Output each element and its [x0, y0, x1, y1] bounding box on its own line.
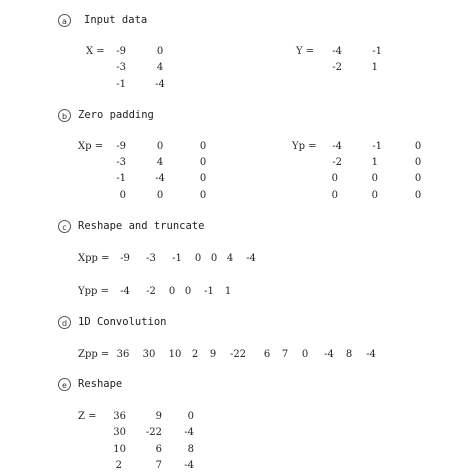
matrix-z-label: Z = — [78, 411, 97, 422]
matrix-z-cell: 10 — [113, 444, 126, 455]
matrix-z-cell: 30 — [113, 427, 126, 438]
section-title-reshape-and-truncate: Reshape and truncate — [78, 220, 205, 232]
vector-zpp-value: 10 — [168, 349, 182, 360]
matrix-z-cell: -4 — [184, 460, 194, 471]
section-title-reshape: Reshape — [78, 378, 123, 390]
matrix-xp-cell: 0 — [156, 190, 164, 201]
matrix-xp-cell: 0 — [199, 173, 207, 184]
matrix-x-cell: -9 — [116, 46, 126, 57]
matrix-xp-cell: -1 — [116, 173, 126, 184]
matrix-xp-cell: -9 — [116, 141, 126, 152]
matrix-xp-cell: -3 — [116, 157, 126, 168]
matrix-z-cell: 36 — [113, 411, 126, 422]
section-marker-e: e — [58, 378, 71, 391]
matrix-yp-cell: -1 — [372, 141, 382, 152]
vector-ypp-value: 0 — [184, 286, 192, 297]
matrix-x-cell: -1 — [116, 79, 126, 90]
matrix-yp-cell: -4 — [332, 141, 342, 152]
matrix-xp-label: Xp = — [78, 141, 104, 152]
matrix-z-cell: -4 — [184, 427, 194, 438]
section-marker-d: d — [58, 316, 71, 329]
matrix-x-label: X = — [86, 46, 105, 57]
vector-zpp-value: 36 — [116, 349, 130, 360]
vector-xpp-value: 0 — [210, 253, 218, 264]
matrix-yp-cell: 0 — [331, 173, 338, 184]
vector-zpp-value: 7 — [281, 349, 289, 360]
matrix-xp-cell: 4 — [156, 157, 164, 168]
matrix-yp-cell: 0 — [414, 141, 422, 152]
matrix-yp-cell: 0 — [414, 190, 422, 201]
section-marker-a: a — [58, 14, 71, 27]
matrix-yp-cell: 0 — [371, 190, 378, 201]
matrix-yp-cell: 0 — [414, 157, 422, 168]
matrix-z-cell: 9 — [155, 411, 162, 422]
vector-ypp-value: -2 — [146, 286, 156, 297]
matrix-x-cell: -4 — [155, 79, 165, 90]
matrix-yp-cell: 0 — [331, 190, 338, 201]
vector-zpp-value: 9 — [209, 349, 217, 360]
section-title-input-data: Input data — [84, 14, 148, 26]
matrix-xp-cell: 0 — [199, 190, 207, 201]
matrix-y-label: Y = — [296, 46, 315, 57]
section-marker-b: b — [58, 109, 71, 122]
matrix-z-cell: 2 — [115, 460, 122, 471]
vector-zpp-value: 8 — [345, 349, 353, 360]
matrix-yp-cell: -2 — [332, 157, 342, 168]
vector-ypp-value: -1 — [204, 286, 214, 297]
matrix-xp-cell: 0 — [119, 190, 126, 201]
matrix-xp-cell: 0 — [156, 141, 164, 152]
vector-xpp-value: -4 — [246, 253, 256, 264]
matrix-y-cell: -2 — [332, 62, 342, 73]
matrix-z-cell: 8 — [187, 444, 194, 455]
matrix-x-cell: 0 — [156, 46, 164, 57]
vector-zpp-value: -22 — [229, 349, 247, 360]
vector-zpp-value: -4 — [324, 349, 334, 360]
matrix-z-cell: 6 — [155, 444, 162, 455]
vector-ypp-value: -4 — [120, 286, 130, 297]
matrix-z-cell: 0 — [187, 411, 194, 422]
matrix-y-cell: -4 — [332, 46, 342, 57]
vector-zpp-value: 2 — [191, 349, 199, 360]
section-title-1d-convolution: 1D Convolution — [78, 316, 167, 328]
vector-xpp-label: Xpp = — [78, 253, 110, 264]
matrix-xp-cell: -4 — [155, 173, 165, 184]
vector-xpp-value: -3 — [146, 253, 156, 264]
matrix-yp-cell: 0 — [371, 173, 378, 184]
vector-zpp-value: 30 — [142, 349, 156, 360]
vector-zpp-value: 6 — [263, 349, 271, 360]
vector-ypp-value: 1 — [224, 286, 232, 297]
vector-xpp-value: 4 — [226, 253, 234, 264]
matrix-y-cell: 1 — [371, 62, 378, 73]
vector-xpp-value: 0 — [194, 253, 202, 264]
matrix-xp-cell: 0 — [199, 157, 207, 168]
vector-xpp-value: -1 — [172, 253, 182, 264]
section-title-zero-padding: Zero padding — [78, 109, 154, 121]
vector-zpp-label: Zpp = — [78, 349, 110, 360]
matrix-x-cell: 4 — [156, 62, 164, 73]
vector-zpp-value: 0 — [301, 349, 309, 360]
vector-ypp-value: 0 — [168, 286, 176, 297]
matrix-z-cell: 7 — [155, 460, 162, 471]
vector-xpp-value: -9 — [120, 253, 130, 264]
vector-zpp-value: -4 — [366, 349, 376, 360]
matrix-yp-label: Yp = — [292, 141, 317, 152]
section-marker-c: c — [58, 220, 71, 233]
matrix-xp-cell: 0 — [199, 141, 207, 152]
matrix-z-cell: -22 — [145, 427, 162, 438]
vector-ypp-label: Ypp = — [78, 286, 109, 297]
matrix-y-cell: -1 — [372, 46, 382, 57]
matrix-yp-cell: 1 — [371, 157, 378, 168]
matrix-x-cell: -3 — [116, 62, 126, 73]
matrix-yp-cell: 0 — [414, 173, 422, 184]
